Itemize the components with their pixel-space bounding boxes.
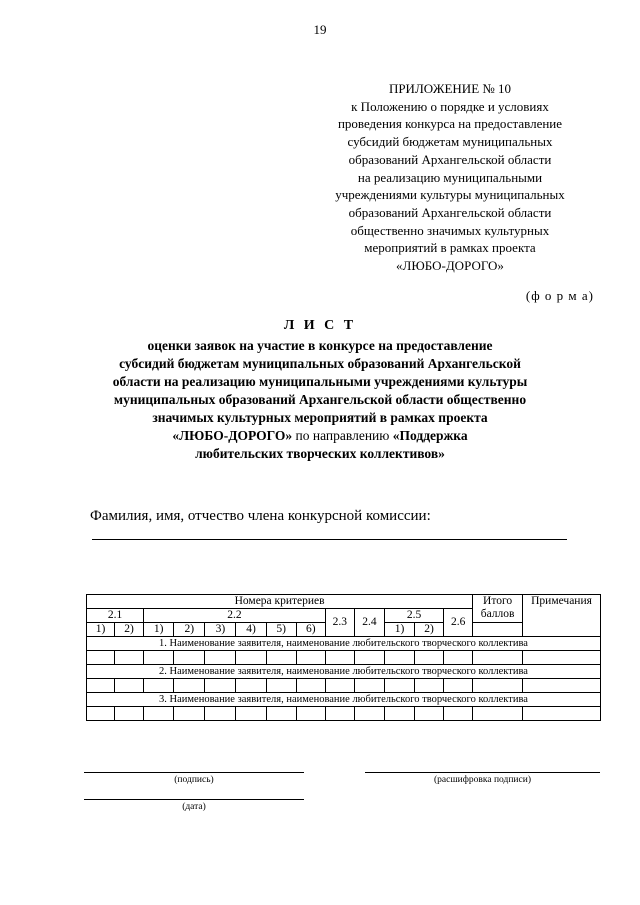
notes-cell[interactable]	[523, 707, 601, 721]
document-subtitle	[90, 337, 550, 463]
score-cell[interactable]	[415, 707, 444, 721]
form-label: (ф о р м а)	[525, 288, 594, 303]
page-number: 19	[313, 22, 327, 37]
sub-2-2-5: 5)	[266, 623, 296, 637]
date-line	[84, 799, 304, 800]
subtitle-line: оценки заявок на участие в конкурсе на предоставление	[147, 338, 493, 353]
commission-member-label: Фамилия, имя, отчество члена конкурсной комиссии:	[90, 508, 431, 524]
score-cell[interactable]	[444, 679, 473, 693]
score-cell[interactable]	[296, 707, 325, 721]
document-title: Л И С Т	[283, 318, 357, 333]
score-cell[interactable]	[174, 651, 205, 665]
subtitle-line: любительских творческих коллективов»	[195, 446, 445, 461]
score-cell[interactable]	[325, 707, 354, 721]
appendix-line: субсидий бюджетам муниципальных	[347, 134, 553, 150]
total-cell[interactable]	[473, 707, 523, 721]
notes-header: Примечания	[523, 595, 601, 637]
direction-name-start: «Поддержка	[392, 428, 468, 443]
score-cell[interactable]	[205, 651, 236, 665]
score-cell[interactable]	[205, 707, 236, 721]
signature-line	[84, 772, 304, 773]
sub-2-2-2: 2)	[174, 623, 205, 637]
score-cell[interactable]	[266, 707, 296, 721]
score-cell[interactable]	[384, 651, 414, 665]
score-cell[interactable]	[236, 679, 266, 693]
group-2-5: 2.5	[384, 609, 443, 623]
score-cell[interactable]	[144, 651, 174, 665]
score-cell[interactable]	[205, 679, 236, 693]
score-cell[interactable]	[296, 651, 325, 665]
sub-2-2-4: 4)	[236, 623, 266, 637]
appendix-line: общественно значимых культурных	[350, 222, 550, 238]
total-cell[interactable]	[473, 679, 523, 693]
subtitle-line: муниципальных образований Архангельской области общественно	[113, 392, 527, 407]
appendix-line: мероприятий в рамках проекта	[364, 240, 536, 256]
score-cell[interactable]	[144, 707, 174, 721]
score-cell[interactable]	[354, 679, 384, 693]
score-cell[interactable]	[325, 679, 354, 693]
group-2-6: 2.6	[444, 609, 473, 637]
score-cell[interactable]	[236, 707, 266, 721]
subtitle-line: области на реализацию муниципальными учреждениями культуры	[112, 374, 528, 389]
score-cell[interactable]	[87, 679, 115, 693]
score-cell[interactable]	[325, 651, 354, 665]
score-row	[87, 651, 601, 665]
appendix-line: проведения конкурса на предоставление	[337, 116, 563, 132]
subtitle-line: субсидий бюджетам муниципальных образований Архангельской	[119, 356, 521, 371]
date-caption: (дата)	[182, 802, 206, 812]
appendix-line: ПРИЛОЖЕНИЕ № 10	[388, 81, 512, 96]
sub-2-5-1: 1)	[384, 623, 414, 637]
group-2-4: 2.4	[354, 609, 384, 637]
subtitle-line: значимых культурных мероприятий в рамках проекта	[152, 410, 488, 425]
sub-2-2-3: 3)	[205, 623, 236, 637]
group-2-3: 2.3	[325, 609, 354, 637]
score-cell[interactable]	[174, 679, 205, 693]
total-cell[interactable]	[473, 651, 523, 665]
score-cell[interactable]	[115, 707, 144, 721]
score-cell[interactable]	[384, 679, 414, 693]
score-cell[interactable]	[296, 679, 325, 693]
notes-cell[interactable]	[523, 679, 601, 693]
score-cell[interactable]	[144, 679, 174, 693]
evaluation-table	[86, 594, 601, 721]
score-row	[87, 707, 601, 721]
applicant-row-label: 3. Наименование заявителя, наименование любительского творческого коллектива	[87, 693, 601, 707]
score-cell[interactable]	[415, 679, 444, 693]
score-cell[interactable]	[354, 707, 384, 721]
appendix-line: «ЛЮБО-ДОРОГО»	[396, 258, 504, 274]
sub-2-2-6: 6)	[296, 623, 325, 637]
signature-caption: (подпись)	[174, 775, 214, 785]
criteria-header: Номера критериев	[87, 595, 473, 609]
appendix-line: образований Архангельской области	[348, 204, 552, 220]
subtitle-connector: по направлению	[292, 428, 393, 443]
score-cell[interactable]	[236, 651, 266, 665]
commission-member-line	[92, 539, 567, 540]
total-header: Итого баллов	[473, 595, 523, 623]
score-row	[87, 679, 601, 693]
score-cell[interactable]	[266, 679, 296, 693]
score-cell[interactable]	[174, 707, 205, 721]
total-cell-empty	[473, 623, 523, 637]
score-cell[interactable]	[354, 651, 384, 665]
score-cell[interactable]	[87, 707, 115, 721]
appendix-line: к Положению о порядке и условиях	[351, 98, 549, 114]
score-cell[interactable]	[115, 679, 144, 693]
appendix-block	[300, 80, 600, 275]
sub-2-2-1: 1)	[144, 623, 174, 637]
score-cell[interactable]	[115, 651, 144, 665]
appendix-line: образований Архангельской области	[348, 151, 552, 167]
score-cell[interactable]	[384, 707, 414, 721]
sub-2-1-2: 2)	[115, 623, 144, 637]
decryption-line	[365, 772, 600, 773]
group-2-1: 2.1	[87, 609, 144, 623]
appendix-line: на реализацию муниципальными	[357, 169, 543, 185]
project-name: «ЛЮБО-ДОРОГО»	[172, 428, 293, 443]
score-cell[interactable]	[444, 651, 473, 665]
sub-2-1-1: 1)	[87, 623, 115, 637]
score-cell[interactable]	[87, 651, 115, 665]
score-cell[interactable]	[266, 651, 296, 665]
applicant-row-label: 2. Наименование заявителя, наименование любительского творческого коллектива	[87, 665, 601, 679]
notes-cell[interactable]	[523, 651, 601, 665]
subtitle-line	[90, 427, 550, 445]
applicant-row-label: 1. Наименование заявителя, наименование любительского творческого коллектива	[87, 637, 601, 651]
sub-2-5-2: 2)	[415, 623, 444, 637]
appendix-line: учреждениями культуры муниципальных	[335, 187, 565, 203]
score-cell[interactable]	[415, 651, 444, 665]
score-cell[interactable]	[444, 707, 473, 721]
group-2-2: 2.2	[144, 609, 326, 623]
decryption-caption: (расшифровка подписи)	[434, 775, 531, 785]
